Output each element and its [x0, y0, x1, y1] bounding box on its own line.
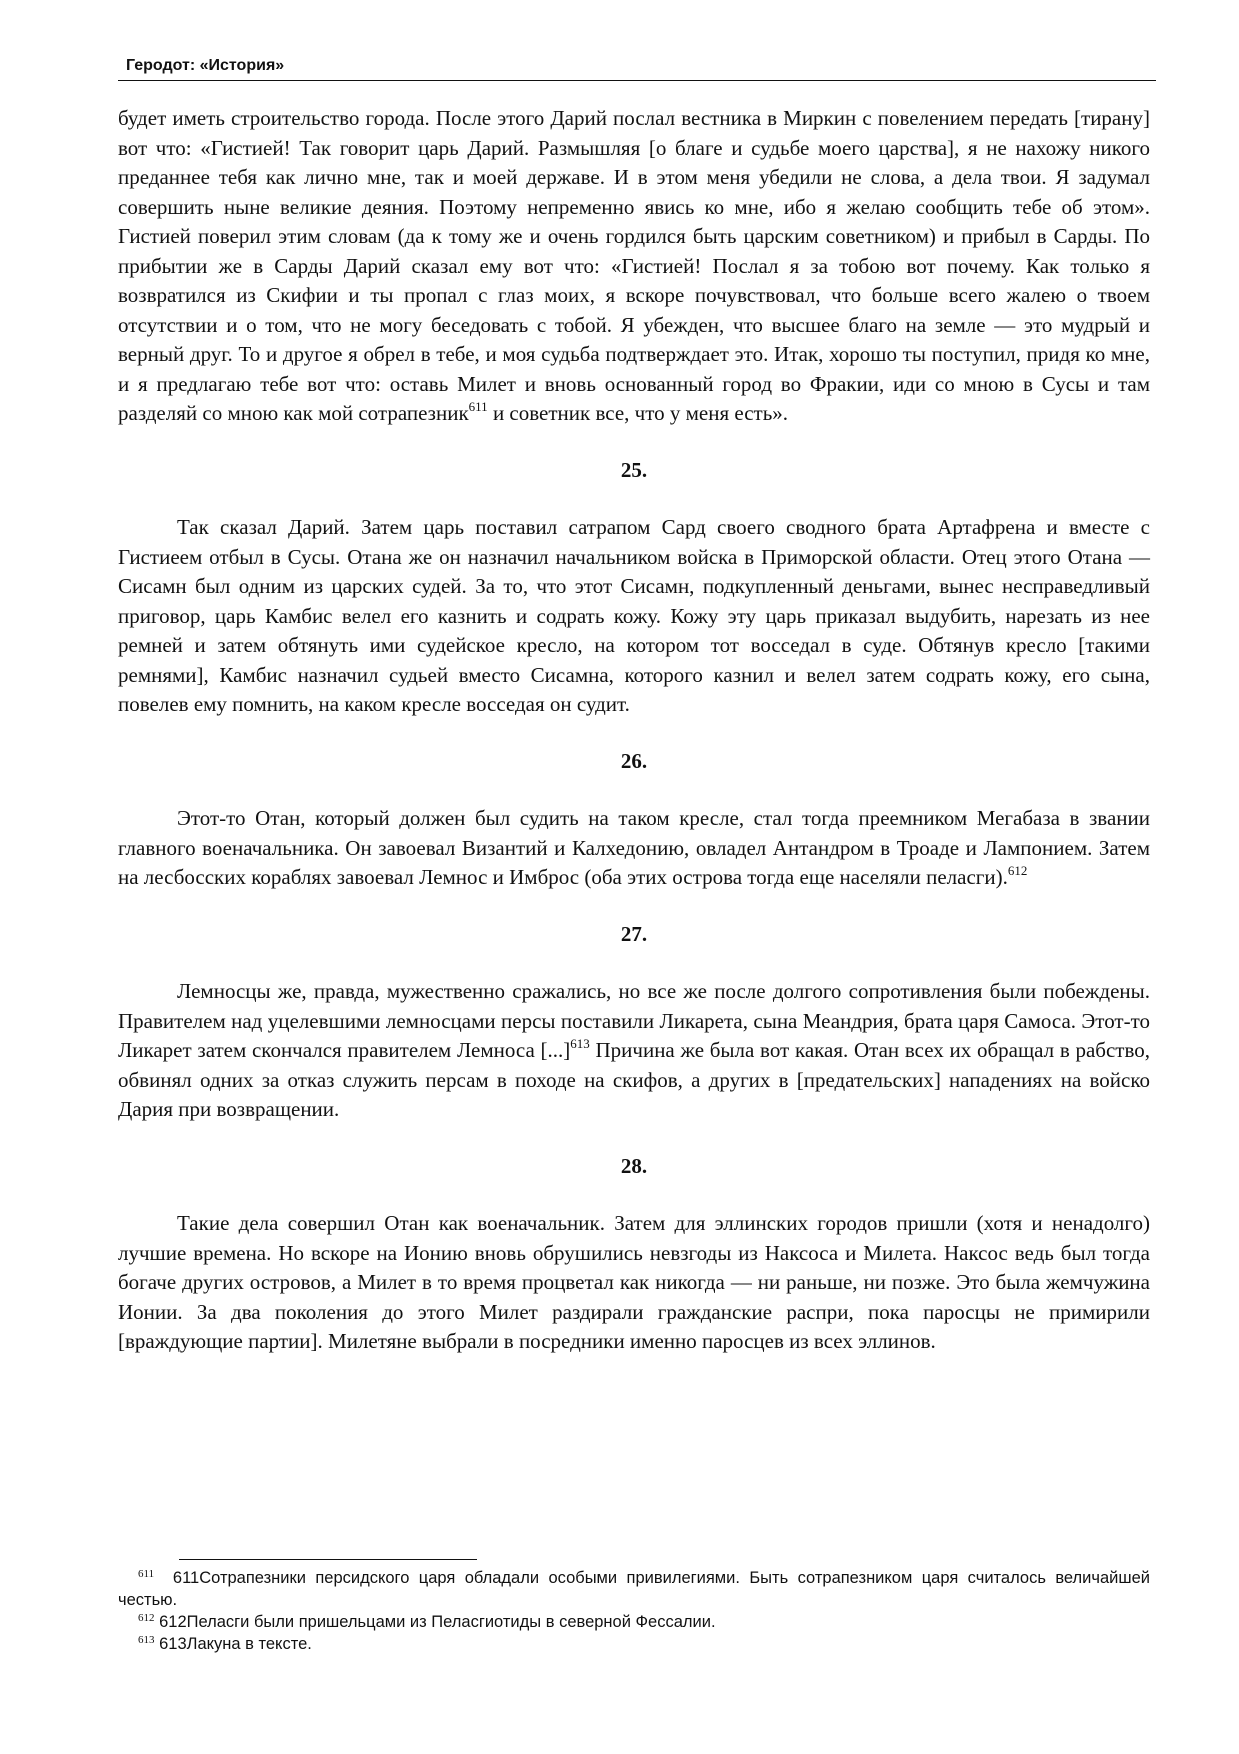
footnote-separator: [179, 1559, 477, 1560]
chapter-paragraph: [118, 977, 1150, 1125]
footnote-text: 613Лакуна в тексте.: [159, 1635, 312, 1653]
footnote-mark: 611: [138, 1568, 155, 1580]
footnote: [118, 1611, 1150, 1633]
paragraph-text: будет иметь строительство города. После этого Дарий послал вестника в Миркин с повелением передать [тирану] вот что: «Гистией! Так говорит царь Дарий. Размышляя [о благе и судьбе моего царства], я не нахожу никого преданнее тебя как лично мне, так и моей державе. И в этом меня убедили не слова, а дела твои. Я задумал совершить ныне великие деяния. Поэтому непременно явись ко мне, ибо я желаю сообщить тебе об этом». Гистией поверил этим словам (да к тому же и очень гордился быть царским советником) и прибыл в Сарды. По прибытии же в Сарды Дарий сказал ему вот что: «Гистией! Послал я за тобою вот почему. Как только я возвратился из Скифии и ты пропал с глаз моих, я вскоре почувствовал, что больше всего жалею о твоем отсутствии и о том, что не могу беседовать с тобой. Я убежден, что высшее благо на земле — это мудрый и верный друг. То и другое я обрел в тебе, и моя судьба подтверждает это. Итак, хорошо ты поступил, придя ко мне, и я предлагаю тебе вот что: оставь Милет и вновь основанный город во Фракии, иди со мною в Сусы и там разделяй со мною как мой сотрапезник: [118, 106, 1150, 425]
paragraph-text: Лемносцы же, правда, мужественно сражались, но все же после долгого сопротивления были побеждены. Правителем над уцелевшими лемносцами персы поставили Ликарета, сына Меандрия, брата царя Самоса. Этот-то Ликарет затем скончался правителем Лемноса [...]: [118, 979, 1150, 1062]
chapter-number: 28.: [620, 1153, 648, 1178]
body-text: [118, 104, 1150, 1357]
chapter-number: 26.: [620, 748, 648, 773]
footnote: [118, 1567, 1150, 1611]
running-header: Геродот: «История»: [126, 57, 285, 74]
paragraph-text-tail: и советник все, что у меня есть».: [487, 401, 789, 425]
footnote-reference: 612: [1007, 863, 1028, 878]
footnotes: [118, 1567, 1150, 1655]
footnote-text: 611Сотрапезники персидского царя обладали особыми привилегиями. Быть сотрапезником царя считалось величайшей честью.: [118, 1569, 1151, 1609]
footnote-reference: 611: [468, 399, 488, 414]
footnote: [118, 1633, 1150, 1655]
chapter-number: 27.: [620, 921, 648, 946]
chapter-paragraph: [118, 804, 1150, 893]
paragraph-text: Этот-то Отан, который должен был судить на таком кресле, стал тогда преемником Мегабаза в звании главного военачальника. Он завоевал Византий и Калхедонию, овладел Антандром в Троаде и Лампонием. Затем на лесбосских кораблях завоевал Лемнос и Имброс (оба этих острова тогда еще населяли пеласги).: [118, 806, 1150, 889]
header-rule: [118, 80, 1156, 81]
paragraph-text-tail: Причина же была вот какая. Отан всех их обращал в рабство, обвинял одних за отказ служить персам в походе на скифов, а других в [предательских] нападениях на войско Дария при возвращении.: [118, 1038, 1150, 1121]
footnote-text: 612Пеласги были пришельцами из Пеласгиотиды в северной Фессалии.: [159, 1613, 716, 1631]
footnote-mark: 613: [138, 1634, 155, 1646]
chapter-paragraph: Такие дела совершил Отан как военачальник. Затем для эллинских городов пришли (хотя и ненадолго) лучшие времена. Но вскоре на Ионию вновь обрушились невзгоды из Наксоса и Милета. Наксос ведь был тогда богаче других островов, а Милет в то время процветал как никогда — ни раньше, ни позже. Это была жемчужина Ионии. За два поколения до этого Милет раздирали гражданские распри, пока паросцы не примирили [враждующие партии]. Милетяне выбрали в посредники именно паросцев из всех эллинов.: [118, 1211, 1150, 1353]
footnote-reference: 613: [570, 1036, 590, 1051]
chapter-paragraph: Так сказал Дарий. Затем царь поставил сатрапом Сард своего сводного брата Артафрена и вместе с Гистиеем отбыл в Сусы. Отана же он назначил начальником войска в Приморской области. Отец этого Отана — Сисамн был одним из царских судей. За то, что этот Сисамн, подкупленный деньгами, вынес несправедливый приговор, царь Камбис велел его казнить и содрать кожу. Кожу эту царь приказал выдубить, нарезать из нее ремней и затем обтянуть ими судейское кресло, на котором тот восседал в суде. Обтянув кресло [такими ремнями], Камбис назначил судьей вместо Сисамна, которого казнил и велел затем содрать кожу, его сына, повелев ему помнить, на каком кресле восседая он судит.: [118, 515, 1150, 716]
footnote-mark: 612: [138, 1612, 155, 1624]
continuation-paragraph: [118, 104, 1150, 429]
chapter-number: 25.: [620, 457, 648, 482]
